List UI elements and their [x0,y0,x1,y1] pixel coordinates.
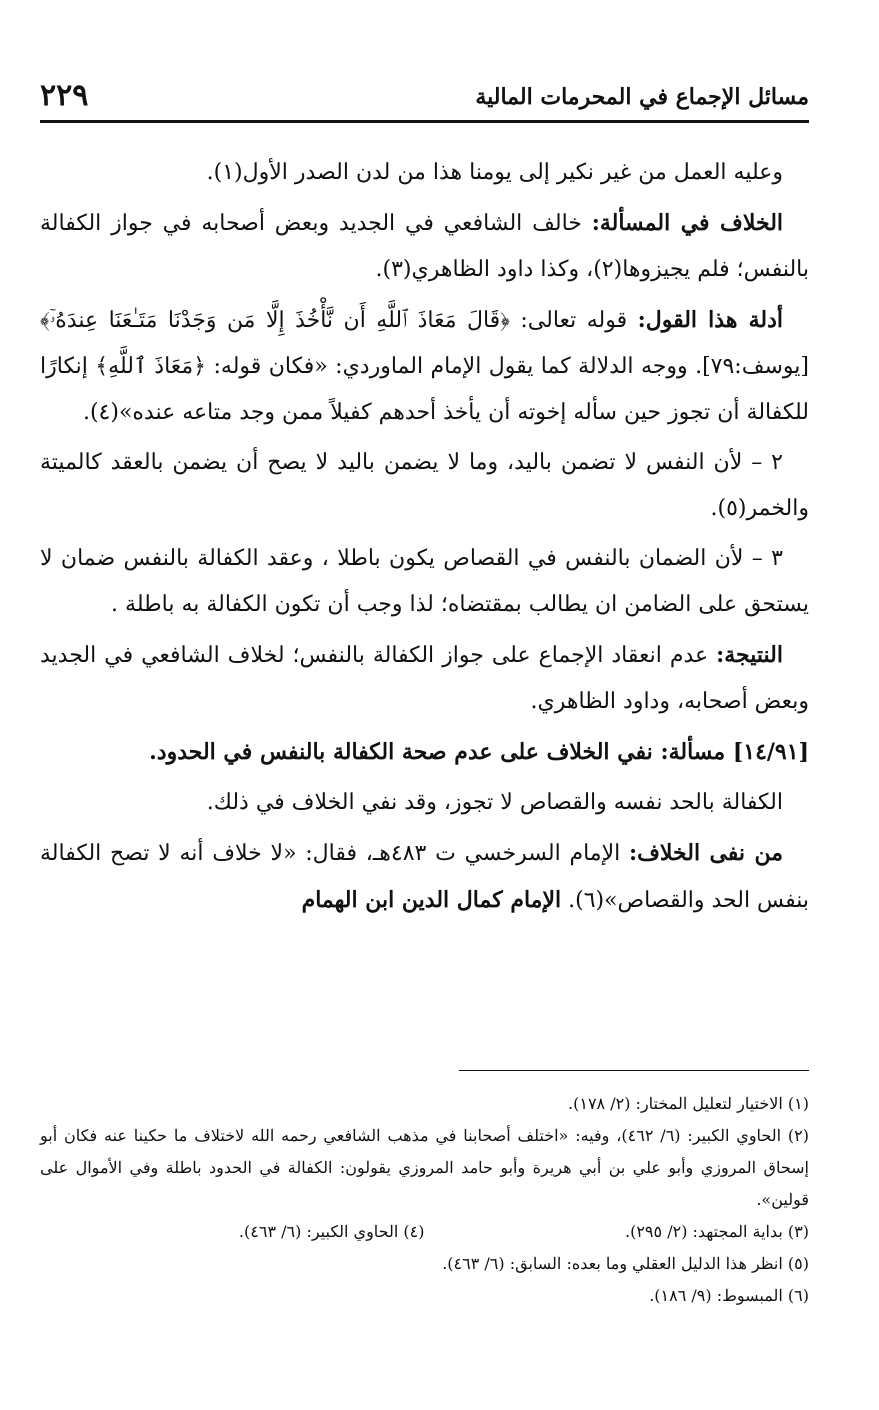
footnote-4: (٤) الحاوي الكبير: (٦/ ٤٦٣). [238,1222,425,1241]
issue-heading-text: [١٤/٩١] مسألة: نفي الخلاف على عدم صحة الكفالة بالنفس في الحدود. [149,739,809,765]
header-rule [40,120,809,123]
paragraph-text: خالف الشافعي في الجديد وبعض أصحابه في جواز الكفالة بالنفس؛ فلم يجيزوها(٢)، وكذا داود الظاهري(٣). [40,211,809,282]
paragraph: ٢ – لأن النفس لا تضمن باليد، وما لا يضمن باليد لا يصح أن يضمن بالعقد كالميتة والخمر(٥). [40,450,809,521]
footnote-5: (٥) انظر هذا الدليل العقلي وما بعده: السابق: (٦/ ٤٦٣). [442,1254,809,1273]
section-term: الخلاف في المسألة: [591,210,784,236]
footnote-6: (٦) المبسوط: (٩/ ١٨٦). [649,1286,809,1305]
section-term: أدلة هذا القول: [637,307,783,333]
footnote-3: (٣) بداية المجتهد: (٢/ ٢٩٥). [625,1222,809,1241]
footnote-rule [459,1070,809,1071]
paragraph-text: الإمام السرخسي ت ٤٨٣هـ، فقال: «لا خلاف أنه لا تصح الكفالة بنفس الحد والقصاص»(٦). [40,841,809,913]
paragraph [40,200,809,293]
footnotes [40,1088,809,1312]
section-term: النتيجة: [716,642,783,668]
section-term: من نفى الخلاف: [628,840,783,866]
scholar-name: الإمام كمال الدين ابن الهمام [301,887,562,913]
page-number: ٢٢٩ [40,78,89,113]
paragraph: الكفالة بالحد نفسه والقصاص لا تجوز، وقد نفي الخلاف في ذلك. [206,790,783,815]
running-title: مسائل الإجماع في المحرمات المالية [475,84,809,110]
paragraph [40,830,809,924]
main-text [40,150,809,928]
paragraph-text: عدم انعقاد الإجماع على جواز الكفالة بالنفس؛ لخلاف الشافعي في الجديد وبعض أصحابه، وداود الظاهري. [40,643,809,714]
paragraph: ٣ – لأن الضمان بالنفس في القصاص يكون باطلا ، وعقد الكفالة بالنفس ضمان لا يستحق على الضامن ان يطالب بمقتضاه؛ لذا وجب أن تكون الكفالة به باطلة . [40,546,809,617]
footnote-2: (٢) الحاوي الكبير: (٦/ ٤٦٢)، وفيه: «اختلف أصحابنا في مذهب الشافعي رحمه الله لاختلاف ما حكينا عنه فكان أبو إسحاق المروزي وأبو علي بن أبي هريرة وأبو حامد المروزي يقولون: الكفالة في الحدود باطلة وفي الأموال على قولين». [40,1126,810,1209]
footnote-row [40,1216,809,1248]
paragraph [40,632,809,725]
footnote-1: (١) الاختيار لتعليل المختار: (٢/ ١٧٨). [568,1094,809,1113]
paragraph [40,297,809,436]
paragraph-text: قوله تعالى: ﴿قَالَ مَعَاذَ ٱللَّهِ أَن نَّأْخُذَ إِلَّا مَن وَجَدْنَا مَتَـٰعَنَا عِندَهُۥٓ﴾ [يوسف:٧٩]. ووجه الدلالة كما يقول الإمام الماوردي: «فكان قوله: ﴿مَعَاذَ ٱللَّهِ﴾ إنكارًا للكفالة أن تجوز حين سأله إخوته أن يأخذ أحدهم كفيلاً ممن وجد متاعه عنده»(٤). [40,308,809,425]
issue-heading [40,729,809,776]
page-header [40,78,809,120]
paragraph: وعليه العمل من غير نكير إلى يومنا هذا من لدن الصدر الأول(١). [206,160,783,185]
